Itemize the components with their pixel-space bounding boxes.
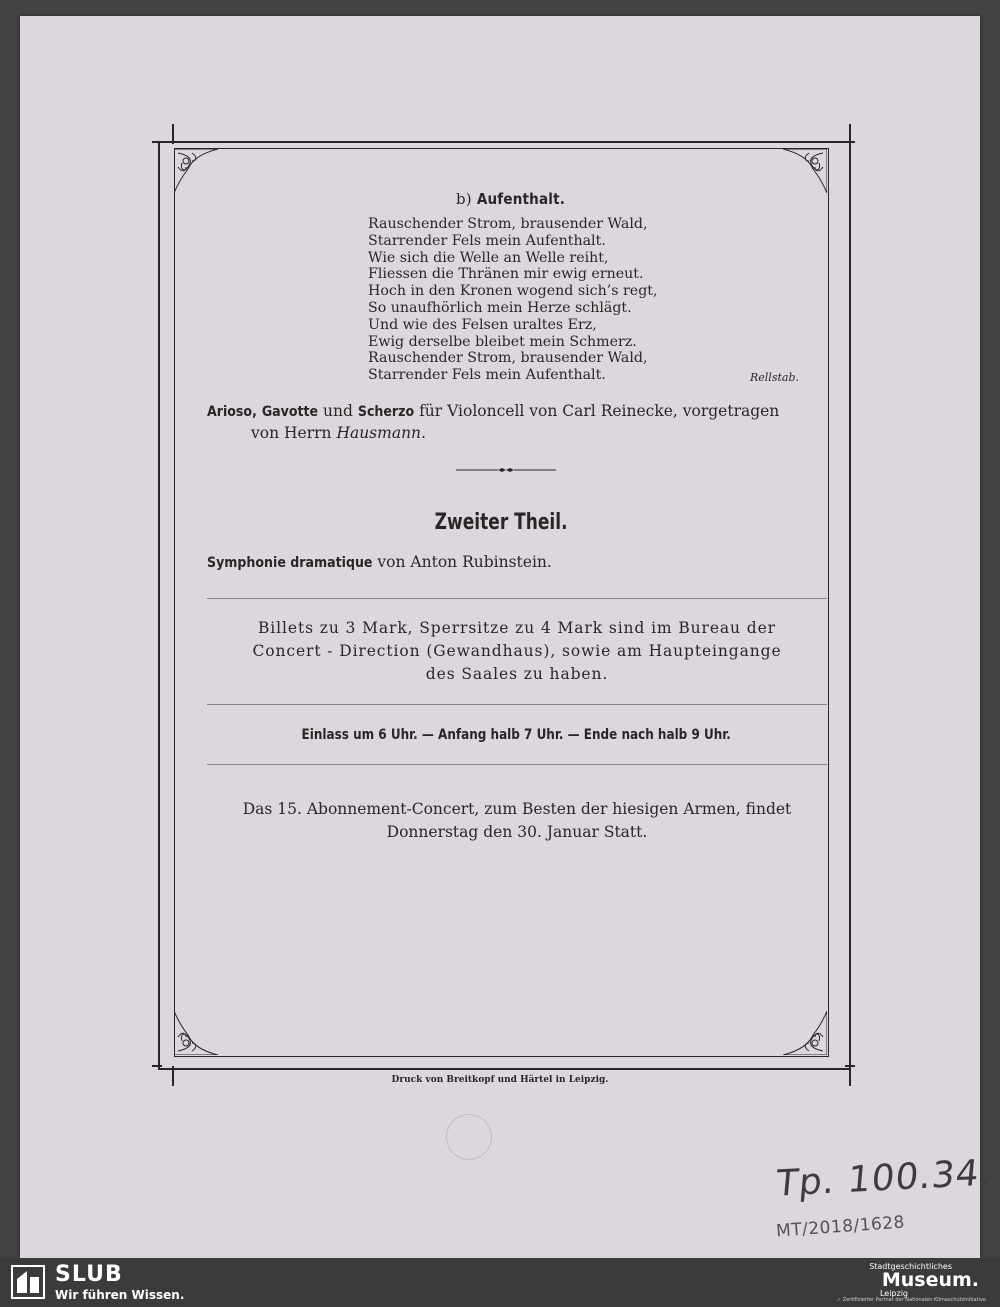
handwritten-shelfmark: Tp. 100.34. [774, 1152, 994, 1205]
performer-prefix: von Herrn [251, 424, 332, 442]
schedule-times: Einlass um 6 Uhr. — Anfang halb 7 Uhr. — Ende nach halb 9 Uhr. [301, 727, 731, 743]
poem-title: Aufenthalt. [476, 190, 566, 208]
frame-extension [152, 141, 162, 143]
poem-text [368, 216, 658, 384]
slub-name[interactable]: SLUB [55, 1262, 123, 1287]
piece-description: für Violoncell von Carl Reinecke, vorgetragen [419, 402, 780, 420]
conjunction: und [323, 402, 353, 420]
corner-ornament-icon [174, 1011, 218, 1055]
poem-line: Rauschender Strom, brausender Wald, [368, 350, 648, 367]
notice-line: Das 15. Abonnement-Concert, zum Besten der hiesigen Armen, findet [242, 800, 792, 818]
piece-title: Arioso, [207, 404, 257, 420]
ticket-info-line: Concert - Direction (Gewandhaus), sowie am Haupteingange [252, 642, 782, 660]
divider [207, 764, 827, 765]
poem-line: Fliessen die Thränen mir ewig erneut. [368, 266, 644, 283]
poem-line: Ewig derselbe bleibet mein Schmerz. [368, 333, 637, 350]
ticket-info-line: des Saales zu haben. [425, 665, 609, 683]
frame-extension [849, 124, 851, 144]
performer-name: Hausmann. [336, 424, 426, 442]
frame-extension [152, 1065, 162, 1067]
blind-stamp [446, 1114, 492, 1160]
poem-line: Und wie des Felsen uraltes Erz, [368, 316, 597, 333]
poem-line: Rauschender Strom, brausender Wald, [368, 216, 648, 232]
poem-heading [456, 190, 565, 208]
slub-tagline: Wir führen Wissen. [55, 1288, 185, 1302]
corner-ornament-icon [783, 149, 827, 193]
poem-author: Rellstab. [750, 371, 799, 384]
handwritten-inventory-number: MT/2018/1628 [775, 1212, 906, 1242]
work-title: Symphonie dramatique [207, 555, 373, 571]
next-concert-notice [207, 798, 827, 844]
poem-line: Starrender Fels mein Aufenthalt. [368, 232, 606, 249]
poem-line: Wie sich die Welle an Welle reiht, [368, 249, 609, 266]
corner-ornament-icon [783, 1011, 827, 1055]
ticket-info [207, 617, 827, 686]
divider [207, 598, 827, 599]
museum-logo[interactable]: Museum. [881, 1269, 979, 1291]
poem-line: So unaufhörlich mein Herze schlägt. [368, 299, 632, 316]
slub-logo-icon[interactable] [11, 1265, 45, 1299]
notice-line: Donnerstag den 30. Januar Statt. [386, 823, 648, 841]
poem-line: Starrender Fels mein Aufenthalt. [368, 367, 606, 384]
ornamental-divider-icon [456, 467, 556, 473]
museum-city: Leipzig [879, 1289, 908, 1298]
poem-line: Hoch in den Kronen wogend sich’s regt, [368, 283, 658, 300]
section-title: Zweiter Theil. [434, 510, 568, 535]
museum-label-top: Stadtgeschichtliches [869, 1262, 952, 1271]
program-item-arioso [207, 401, 827, 444]
piece-title: Scherzo [357, 404, 415, 420]
piece-title: Gavotte [261, 404, 319, 420]
ticket-info-line: Billets zu 3 Mark, Sperrsitze zu 4 Mark sind im Bureau der [258, 619, 776, 637]
poem-heading-prefix: b) [456, 190, 472, 208]
printer-imprint: Druck von Breitkopf und Härtel in Leipzig. [391, 1075, 609, 1085]
divider [207, 704, 827, 705]
footer-bar [0, 1258, 1000, 1307]
corner-ornament-icon [174, 149, 218, 193]
frame-extension [172, 124, 174, 144]
museum-certification: ✓ Zertifizierter Partner der Nationalen Klimaschutzinitiative [836, 1297, 986, 1303]
work-composer: von Anton Rubinstein. [377, 553, 552, 571]
program-item-symphony [207, 553, 552, 571]
